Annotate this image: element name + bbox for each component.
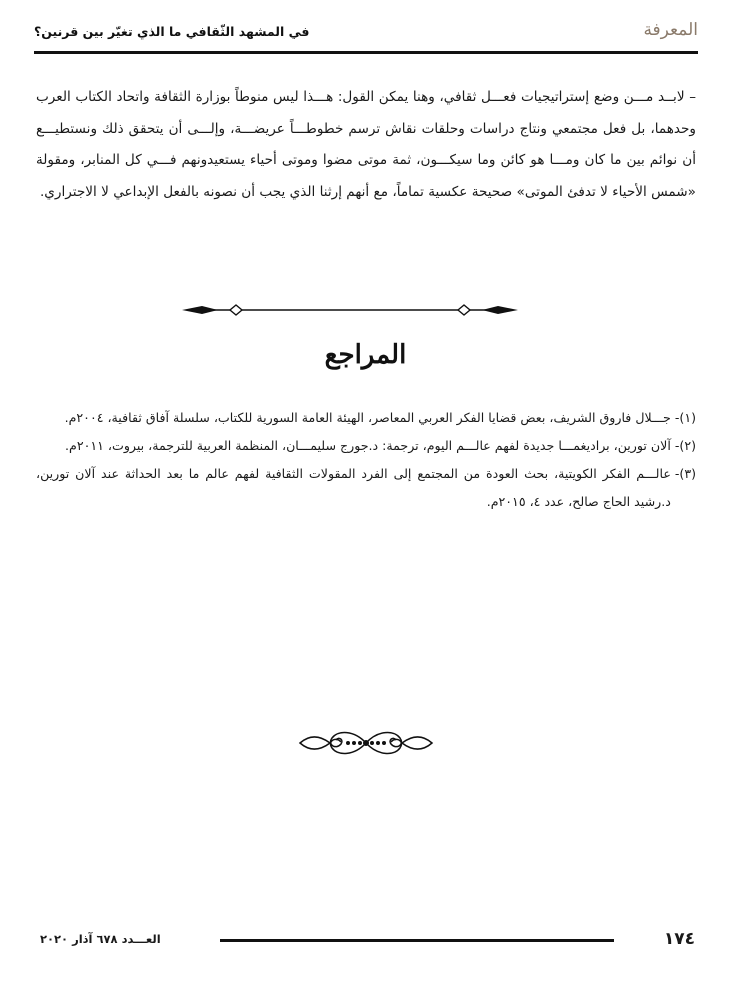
reference-text: آلان تورين، براديغمـــا جديدة لفهم عالـــم اليوم، ترجمة: د.جورج سليمـــان، المنظمة العربية للترجمة، بيروت، ٢٠١١م. [65,438,671,453]
issue-info: العـــدد ٦٧٨ آذار ٢٠٢٠ [40,932,161,946]
reference-number: (١)- [674,410,696,425]
end-ornament-icon [296,726,436,760]
section-divider [180,298,520,322]
journal-logo: المعرفة [643,20,698,40]
reference-item [36,404,696,432]
body-paragraph: – لابــد مـــن وضع إستراتيجيات فعـــل ثقافي، وهنا يمكن القول: هـــذا ليس منوطاً بوزارة الثقافة واتحاد الكتاب العرب وحدهما، بل فعل مجتمعي ونتاج دراسات وحلقات نقاش ترسم خطوطـــاً عريضـــة، وإلـــى أن يتحقق ذلك ونستطيـــع أن نوائم بين ما كان ومـــا هو كائن وما سيكـــون، ثمة موتى مضوا وموتى أحياء يستعيدونهم فـــي كل المنابر، ومقولة «شمس الأحياء لا تدفئ الموتى» صحيحة عكسية تماماً، مع أنهم إرثنا الذي يجب أن نصونه بالفعل الإبداعي لا الاجتراري. [36,89,696,200]
reference-text: عالـــم الفكر الكويتية، بحث العودة من المجتمع إلى الفرد المقولات الثقافية لفهم عالم ما بعد الحداثة عند آلان تورين، د.رشيد الحاج صالح، عدد ٤، ٢٠١٥م. [36,466,671,509]
reference-item [36,460,696,516]
article-body [36,82,696,208]
references-list [36,404,696,516]
running-title: في المشهد الثّقافي ما الذي تغيّر بين قرنين؟ [34,24,310,39]
reference-item [36,432,696,460]
reference-number: (٣)- [674,466,696,481]
references-heading: المراجع [324,340,407,370]
reference-text: جـــلال فاروق الشريف، بعض قضايا الفكر العربي المعاصر، الهيئة العامة السورية للكتاب، سلسلة آفاق ثقافية، ٢٠٠٤م. [64,410,671,425]
page-header [34,14,698,54]
reference-number: (٢)- [674,438,696,453]
footer-rule [220,939,614,942]
header-rule [34,51,698,54]
page-number: ١٧٤ [663,929,695,949]
